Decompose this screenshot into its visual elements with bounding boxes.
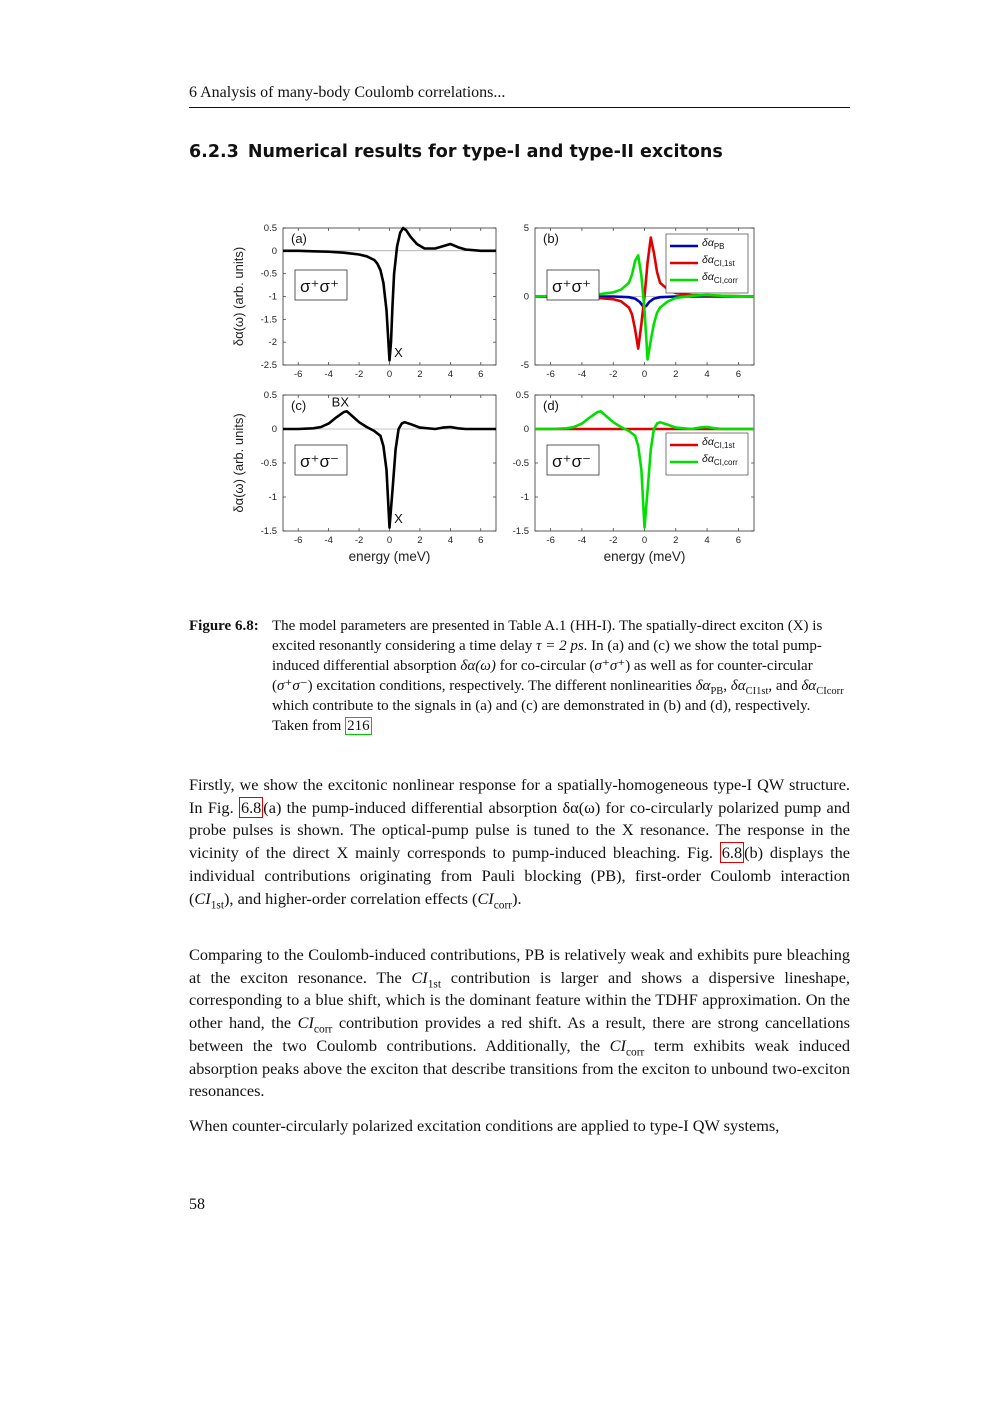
- citation-link[interactable]: 216: [347, 718, 370, 734]
- x-tick-label: -2: [608, 535, 618, 546]
- x-tick-label: 6: [735, 369, 742, 380]
- paragraph-3: When counter-circularly polarized excitation conditions are applied to type-I QW systems,: [189, 1116, 780, 1135]
- annotation-x: X: [394, 345, 403, 360]
- legend: [666, 433, 748, 475]
- x-tick-label: 2: [417, 369, 423, 380]
- x-tick-label: 6: [735, 535, 742, 546]
- polarization-label: σ⁺σ⁺: [300, 277, 339, 296]
- x-tick-label: -6: [293, 369, 303, 380]
- y-tick-label: -1: [520, 492, 529, 503]
- panel-label: (a): [291, 231, 307, 246]
- figure-link[interactable]: 6.8: [721, 843, 743, 863]
- chart-panel-1: [231, 223, 496, 380]
- y-tick-label: -1: [268, 291, 277, 303]
- y-tick-label: 0.5: [263, 390, 277, 401]
- y-tick-label: -1.5: [260, 314, 277, 326]
- y-tick-label: 5: [523, 223, 529, 234]
- x-axis-label: energy (meV): [348, 549, 431, 564]
- panel-label: (d): [543, 398, 559, 413]
- x-tick-label: -2: [354, 535, 364, 546]
- y-tick-label: -1.5: [512, 526, 529, 537]
- x-tick-label: 2: [417, 535, 423, 546]
- x-tick-label: 4: [447, 369, 454, 380]
- annotation-x: X: [394, 511, 403, 526]
- chapter-title: 6 Analysis of many-body Coulomb correlations...: [189, 84, 506, 101]
- x-tick-label: 6: [478, 369, 484, 380]
- y-tick-label: -2: [268, 337, 277, 349]
- y-tick-label: -2.5: [260, 360, 277, 371]
- legend-entry: $\delta\alpha_{CI,1st}$: [702, 436, 735, 450]
- paragraph-2: Comparing to the Coulomb-induced contributions, PB is relatively weak and exhibits pure bleaching at the exciton resonance. The $CI_{1st}$ contribution is larger and shows a dispersive lineshape, corresponding to a blue shift, which is the dominant feature within the TDHF approximation. On the other hand, the $CI_{corr}$ contribution provides a red shift. As a result, there are strong cancellations between the two Coulomb contributions. Additionally, the $CI_{corr}$ term exhibits weak induced absorption peaks above the exciton that describe transitions from the exciton to unbound two-exciton resonances.: [189, 945, 851, 1101]
- x-tick-label: 0: [641, 369, 648, 380]
- x-tick-label: 4: [704, 535, 710, 546]
- y-tick-label: 0: [523, 291, 529, 303]
- y-tick-label: 0.5: [263, 223, 277, 234]
- y-tick-label: 0.5: [515, 390, 529, 401]
- x-tick-label: -6: [546, 369, 555, 380]
- y-axis-label: δα(ω) (arb. units): [231, 246, 246, 347]
- page-number: 58: [189, 1196, 205, 1213]
- x-tick-label: -6: [546, 535, 555, 546]
- chart-panel-3: [231, 390, 496, 564]
- legend: [666, 234, 748, 293]
- x-tick-label: -2: [354, 369, 364, 380]
- chart-panel-4: [513, 390, 754, 564]
- panel-label: (b): [543, 231, 559, 246]
- x-tick-label: -6: [293, 535, 303, 546]
- y-tick-label: -5: [520, 360, 529, 371]
- x-tick-label: -4: [577, 369, 587, 380]
- x-tick-label: 6: [478, 535, 484, 546]
- figure-caption: [189, 616, 850, 736]
- running-header: [189, 84, 850, 108]
- legend-entry: $\delta\alpha_{CI,corr}$: [702, 453, 738, 467]
- panel-label: (c): [291, 398, 307, 413]
- y-tick-label: -0.5: [512, 458, 529, 469]
- chart-panel-2: [521, 223, 754, 380]
- y-tick-label: 0: [523, 424, 529, 435]
- polarization-label: σ⁺σ⁻: [552, 452, 591, 471]
- legend-entry: $\delta\alpha_{PB}$: [702, 237, 725, 251]
- section-title: Numerical results for type-I and type-II excitons: [247, 142, 723, 162]
- legend-entry: $\delta\alpha_{CI,1st}$: [702, 254, 735, 268]
- x-tick-label: -4: [324, 535, 333, 546]
- y-tick-label: 0: [271, 424, 277, 435]
- x-tick-label: 2: [673, 535, 679, 546]
- figure-label: Figure 6.8:: [189, 618, 259, 634]
- figure-6-8: [225, 215, 785, 575]
- annotation-bx: BX: [331, 394, 350, 410]
- polarization-label: σ⁺σ⁻: [300, 452, 339, 471]
- y-tick-label: 0: [271, 245, 277, 257]
- y-tick-label: -1.5: [260, 526, 277, 537]
- x-tick-label: 0: [386, 369, 393, 380]
- x-tick-label: -2: [608, 369, 618, 380]
- x-tick-label: 4: [704, 369, 710, 380]
- paragraph-1: Firstly, we show the excitonic nonlinear response for a spatially-homogeneous type-I QW structure. In Fig. 6.8 (a) the pump-induced differential absorption δα(ω) for co-circularly polarized pump and probe pulses is shown. The optical-pump pulse is tuned to the X resonance. The response in the vicinity of the direct X mainly corresponds to pump-induced bleaching. Fig. 6.8 (b) displays the individual contributions originating from Pauli blocking (PB), first-order Coulomb interaction $(CI_{1st})$, and higher-order correlation effects $(CI_{corr})$.: [189, 775, 851, 911]
- y-tick-label: -0.5: [260, 268, 277, 280]
- x-tick-label: 4: [447, 535, 454, 546]
- x-axis-label: energy (meV): [603, 549, 686, 564]
- caption-text: The model parameters are presented in Table A.1 (HH-I). The spatially-direct exciton (X) is excited resonantly considering a time delay τ = 2 ps. In (a) and (c) we show the total pump-induced differential absorption δα(ω) for co-circular (σ⁺σ⁺) as well as for counter-circular (σ⁺σ⁻) excitation conditions, respectively. The different nonlinearities $\delta\alpha_{PB}$, $\delta\alpha_{CI1st}$, and $\delta\alpha_{CIcorr}$ which contribute to the signals in (a) and (c) are demonstrated in (b) and (d), respectively. Taken from 216: [272, 618, 844, 734]
- y-axis-label: δα(ω) (arb. units): [231, 413, 246, 513]
- section-heading: [189, 142, 723, 162]
- x-tick-label: 2: [673, 369, 679, 380]
- section-number: 6.2.3: [189, 142, 239, 162]
- x-tick-label: -4: [324, 369, 333, 380]
- x-tick-label: -4: [577, 535, 587, 546]
- y-tick-label: -0.5: [260, 458, 277, 469]
- polarization-label: σ⁺σ⁺: [552, 277, 591, 296]
- x-tick-label: 0: [386, 535, 393, 546]
- x-tick-label: 0: [641, 535, 648, 546]
- legend-entry: $\delta\alpha_{CI,corr}$: [702, 271, 738, 285]
- figure-link[interactable]: 6.8: [240, 797, 262, 817]
- y-tick-label: -1: [268, 492, 277, 503]
